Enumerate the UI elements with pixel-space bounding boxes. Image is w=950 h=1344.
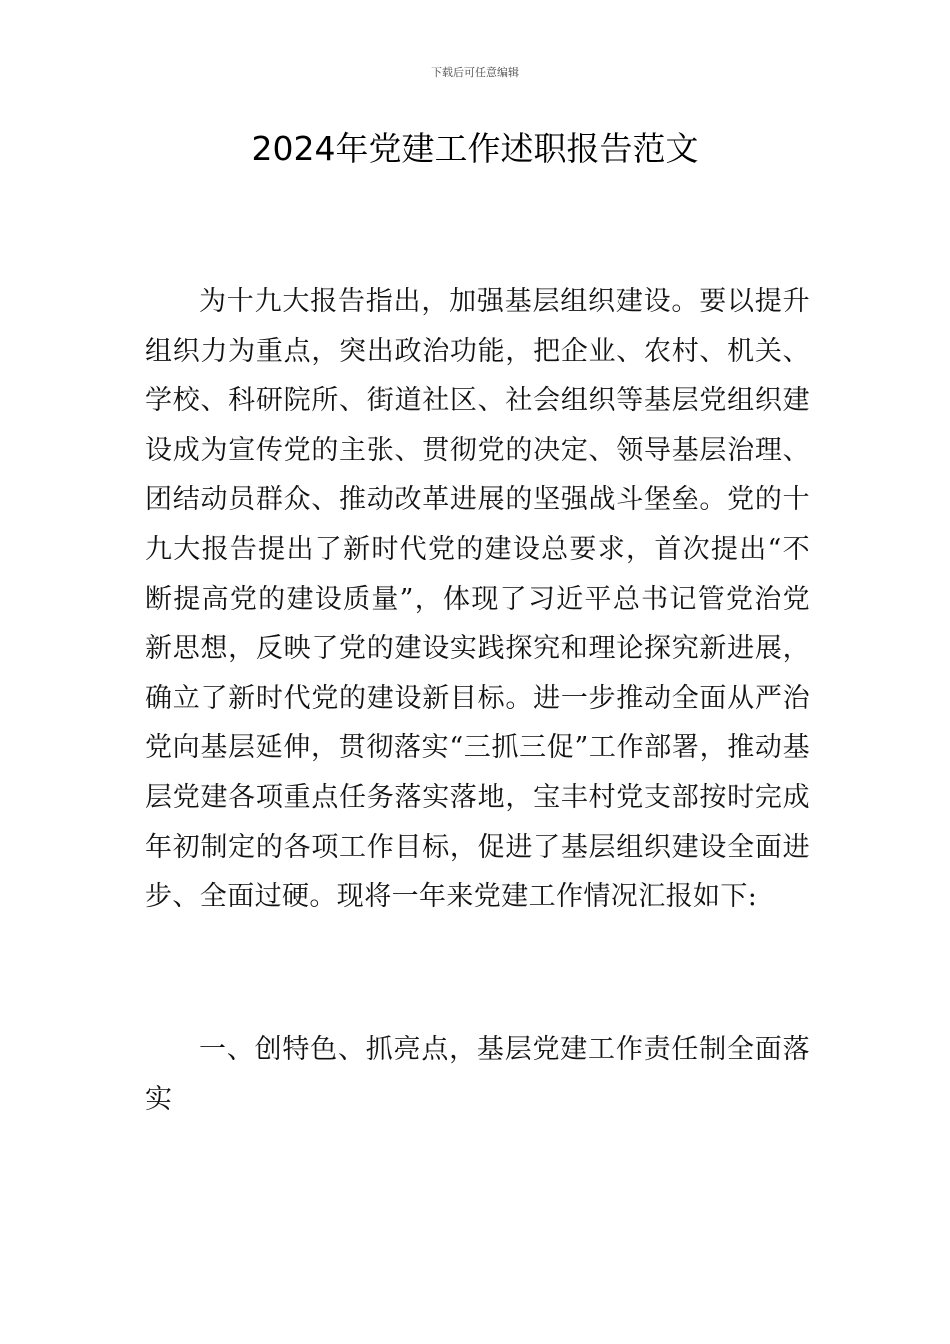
intro-paragraph: 为十九大报告指出，加强基层组织建设。要以提升组织力为重点，突出政治功能，把企业、农村、机关、学校、科研院所、街道社区、社会组织等基层党组织建设成为宣传党的主张、贯彻党的决定、领导基层治理、团结动员群众、推动改革进展的坚强战斗堡垒。党的十九大报告提出了新时代党的建设总要求，首次提出“不断提高党的建设质量”，体现了习近平总书记管党治党新思想，反映了党的建设实践探究和理论探究新进展，确立了新时代党的建设新目标。进一步推动全面从严治党向基层延伸，贯彻落实“三抓三促”工作部署，推动基层党建各项重点任务落实落地，宝丰村党支部按时完成年初制定的各项工作目标，促进了基层组织建设全面进步、全面过硬。现将一年来党建工作情况汇报如下: — [145, 286, 810, 913]
page-header-note: 下载后可任意编辑 — [431, 66, 519, 79]
section-heading: 一、创特色、抓亮点，基层党建工作责任制全面落实 — [145, 1034, 810, 1115]
document-title: 2024年党建工作述职报告范文 — [251, 129, 699, 168]
